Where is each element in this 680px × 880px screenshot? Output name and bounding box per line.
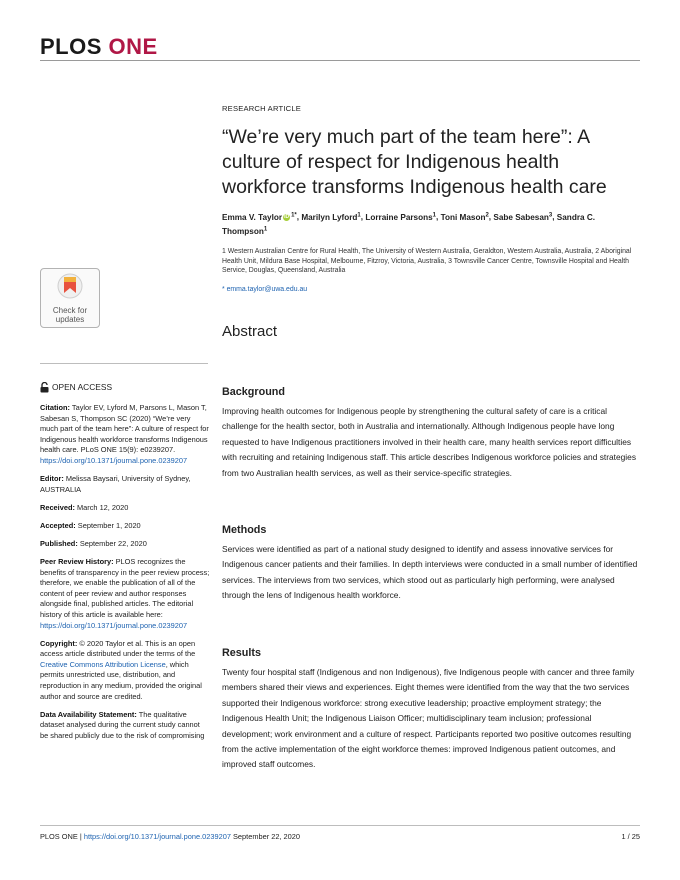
editor-block	[40, 474, 210, 495]
peer-review-block	[40, 557, 210, 631]
background-section	[222, 386, 640, 481]
author[interactable]: Lorraine Parsons$^1$	[365, 212, 437, 222]
copyright-text-end: , which permits unrestricted use, distribution, and reproduction in any medium, provided the original author and source are credited.	[40, 659, 202, 701]
editor-text: Melissa Baysari, University of Sydney, AUSTRALIA	[40, 474, 191, 494]
author-list: Emma V. Taylor iD $^{1*}$, Marilyn Lyford$^1$, Lorraine Parsons$^1$, Toni Mason$^2$, Sabe Sabesan$^3$, Sandra C. Thompson$^1$	[222, 212, 596, 237]
article-header	[222, 104, 642, 340]
peer-review-text: PLOS recognizes the benefits of transparency in the peer review process; therefore, we enable the publication of all of the content of peer review and author responses alongside final, published articles. The editorial history of this article is available here:	[40, 557, 210, 619]
results-text: Twenty four hospital staff (Indigenous and non Indigenous), five Indigenous people with cancer and three family members shared their views and experiences. Eight themes were identified from the way that the two services supported their Indigenous workforce: strong executive leadership; proactive employment strategy; the Indigenous Health Unit; the Indigenous Liaison Officer; multidisciplinary team inclusion; professional development; work environment and a culture of respect. Participants reported two positive outcomes resulting from the active implementation of the eight workforce themes: improved Indigenous patient outcomes, and improved staff outcomes.	[222, 667, 635, 770]
article-type: RESEARCH ARTICLE	[222, 104, 302, 113]
copyright-label: Copyright:	[40, 638, 78, 648]
author[interactable]: Marilyn Lyford$^1$	[301, 212, 361, 222]
accepted-block	[40, 521, 210, 532]
received-date: March 12, 2020	[76, 502, 129, 512]
author[interactable]: Sandra C. Thompson$^1$	[222, 212, 596, 237]
received-block	[40, 503, 210, 514]
published-date: September 22, 2020	[79, 538, 147, 548]
open-lock-icon	[40, 382, 49, 393]
footer-journal: PLOS ONE	[40, 832, 78, 841]
data-availability-text: The qualitative dataset analysed during the current study cannot be shared publicly due to the risk of compromising	[40, 709, 205, 740]
results-section	[222, 647, 640, 773]
citation-text: Taylor EV, Lyford M, Parsons L, Mason T, Sabesan S, Thompson SC (2020) “We’re very much part of the team here”: A culture of respect for Indigenous health workforce transforms Indigenous health care. PLoS ONE 15(9): e0239207.	[40, 403, 209, 455]
author[interactable]: Emma V. Taylor iD $^{1*}$	[222, 212, 297, 222]
license-link[interactable]: Creative Commons Attribution License	[40, 659, 166, 669]
editor-label: Editor:	[40, 474, 64, 484]
journal-logo[interactable]	[40, 34, 158, 60]
received-label: Received:	[40, 502, 75, 512]
background-text: Improving health outcomes for Indigenous people by strengthening the cultural safety of care is a critical challenge for the health sector, both in Australia and internationally. Although Indigenous people have long requested to have Indigenous practitioners involved in their health care, many health services report difficulties with recruiting and retaining Indigenous staff. This article describes Indigenous workforce policies and strategies from two Australian health services, as well as their service-specific strategies.	[222, 406, 637, 478]
bookmark-icon	[57, 273, 83, 303]
methods-heading: Methods	[222, 524, 267, 536]
accepted-date: September 1, 2020	[77, 520, 141, 530]
article-title: “We’re very much part of the team here”: A culture of respect for Indigenous health workforce transforms Indigenous health care	[222, 126, 607, 198]
copyright-block	[40, 639, 210, 703]
affiliations: 1 Western Australian Centre for Rural Health, The University of Western Australia, Geraldton, Western Australia, Australia, 2 Aboriginal Health Unit, Mildura Base Hospital, Melbourne, Fitzroy, Victoria, Australia, 3 Townsville Cancer Centre, Townsville Hospital and Health Service, Douglas, Queensland, Australia	[222, 248, 632, 275]
data-availability-block	[40, 710, 210, 742]
citation-label: Citation:	[40, 403, 70, 412]
citation-block	[40, 403, 210, 467]
methods-text: Services were identified as part of a national study designed to identify and assess innovative services for Indigenous cancer patients and their families. In depth interviews were conducted in a small number of identified services. The interviews from two services, which stood out as particularly high performing, were analysed through the lens of Indigenous health workforce.	[222, 544, 638, 601]
orcid-icon[interactable]: iD	[284, 214, 290, 221]
footer-date: September 22, 2020	[233, 832, 300, 841]
copyright-text: © 2020 Taylor et al. This is an open access article distributed under the terms of the	[40, 638, 196, 659]
citation-doi-link[interactable]: https://doi.org/10.1371/journal.pone.0239207	[40, 455, 188, 465]
methods-section	[222, 524, 640, 604]
sidebar-divider	[40, 363, 208, 364]
published-block	[40, 539, 210, 550]
footer-divider	[40, 825, 640, 826]
corresponding-email-link[interactable]: * emma.taylor@uwa.edu.au	[222, 285, 308, 293]
abstract-heading: Abstract	[222, 322, 278, 340]
header-divider	[40, 60, 640, 61]
background-heading: Background	[222, 386, 285, 398]
logo-one: ONE	[108, 34, 158, 59]
logo-plos: PLOS	[40, 34, 102, 59]
open-access-badge	[40, 382, 210, 393]
author[interactable]: Toni Mason$^2$	[440, 212, 489, 222]
peer-review-label: Peer Review History:	[40, 557, 114, 567]
footer-doi-link[interactable]: https://doi.org/10.1371/journal.pone.0239207	[83, 832, 231, 841]
accepted-label: Accepted:	[40, 520, 76, 530]
check-for-updates-badge[interactable]	[40, 268, 100, 328]
data-availability-label: Data Availability Statement:	[40, 709, 137, 719]
peer-review-link[interactable]: https://doi.org/10.1371/journal.pone.0239207	[40, 620, 188, 630]
results-heading: Results	[222, 647, 262, 659]
article-metadata-sidebar	[40, 382, 210, 749]
check-for-updates-label: Check for updates	[52, 306, 88, 324]
open-access-label: OPEN ACCESS	[52, 382, 113, 393]
page-number: 1 / 25	[621, 832, 640, 841]
page-footer	[40, 832, 640, 841]
footer-separator: |	[77, 832, 84, 841]
author[interactable]: Sabe Sabesan$^3$	[493, 212, 553, 222]
published-label: Published:	[40, 538, 78, 548]
